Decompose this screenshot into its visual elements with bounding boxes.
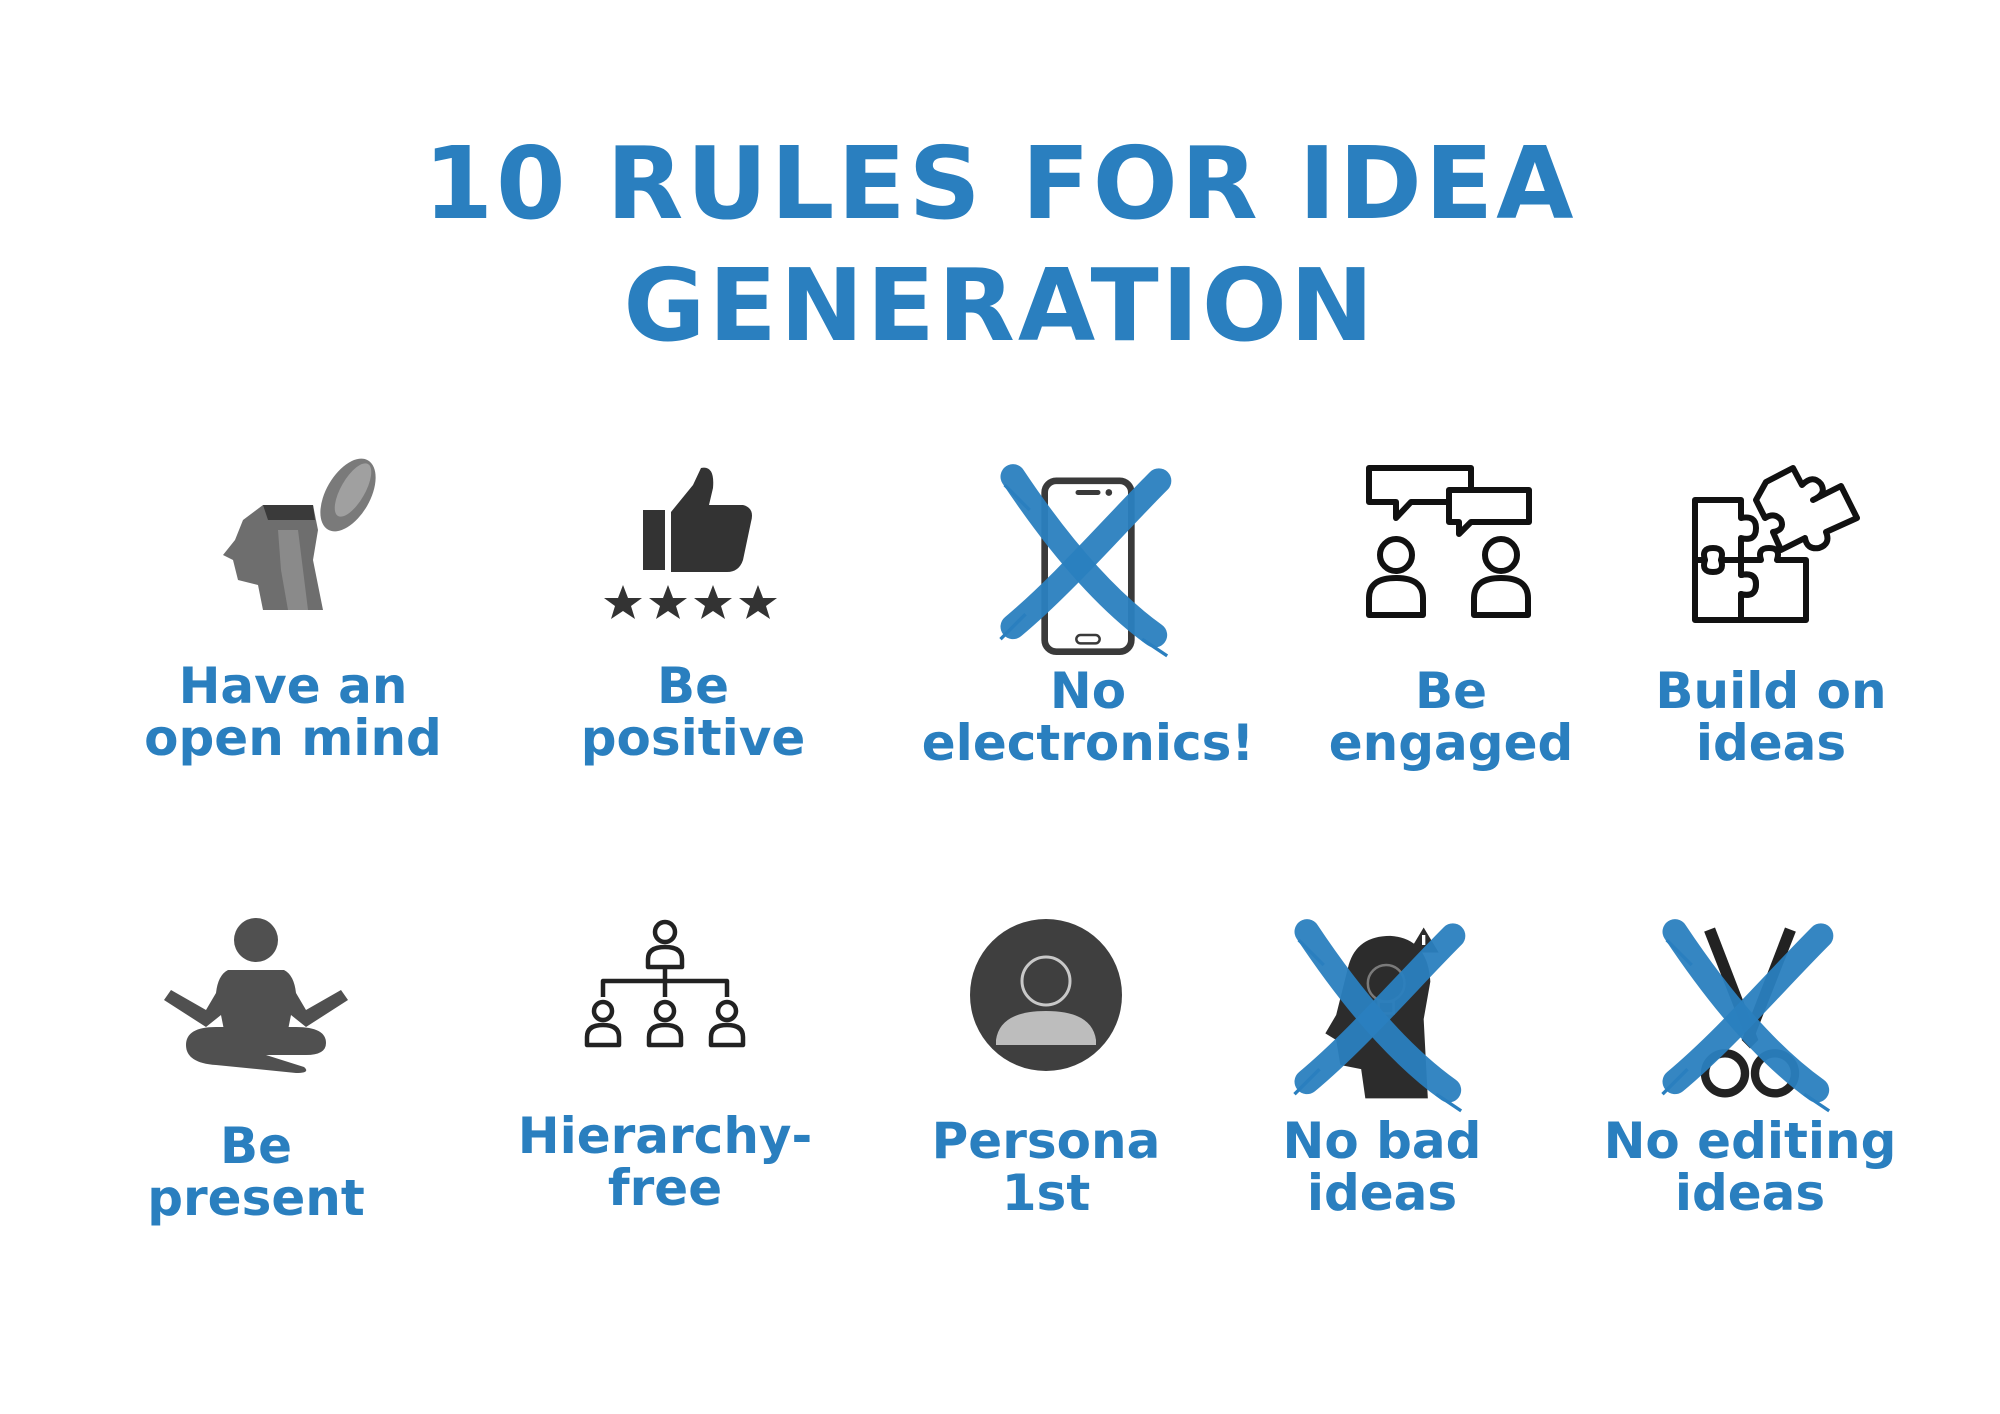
rule-label-line-2: 1st xyxy=(1001,1164,1091,1222)
meditation-icon xyxy=(156,915,356,1075)
rule-label-line-1: No bad xyxy=(1282,1112,1482,1170)
rule-label-line-1: Be xyxy=(219,1117,293,1175)
puzzle-icon xyxy=(1681,460,1861,630)
rating-stars xyxy=(604,585,777,619)
rule-label-line-2: ideas xyxy=(1695,714,1847,772)
page-title-line-1: 10 RULES FOR IDEA xyxy=(423,125,1577,242)
smartphone-crossed-icon xyxy=(978,460,1198,660)
thumbs-up-rating-icon xyxy=(593,460,793,620)
rule-label-line-1: Hierarchy- xyxy=(517,1107,813,1165)
rule-label-line-2: present xyxy=(147,1169,365,1227)
rule-label-line-2: ideas xyxy=(1674,1164,1826,1222)
rule-label-line-2: ideas xyxy=(1306,1164,1458,1222)
people-chat-icon xyxy=(1351,460,1551,630)
rule-label-line-2: free xyxy=(607,1159,723,1217)
org-chart-icon xyxy=(575,915,755,1065)
open-head-icon xyxy=(203,460,383,620)
rule-label-line-2: positive xyxy=(580,709,806,767)
rule-label-line-1: No xyxy=(1049,662,1127,720)
rule-label-line-1: Be xyxy=(1414,662,1488,720)
rule-label-line-1: No editing xyxy=(1603,1112,1897,1170)
rule-label-line-1: Be xyxy=(656,657,730,715)
scissors-crossed-icon xyxy=(1645,915,1855,1115)
rule-label-line-1: Have an xyxy=(178,657,408,715)
rule-label-line-2: open mind xyxy=(144,709,442,767)
page-title-line-2: GENERATION xyxy=(623,247,1377,364)
rule-label-line-2: electronics! xyxy=(921,714,1255,772)
rule-label-line-1: Persona xyxy=(931,1112,1161,1170)
bad-idea-crossed-icon xyxy=(1277,915,1487,1115)
rule-label-line-2: engaged xyxy=(1328,714,1574,772)
user-avatar-icon xyxy=(966,915,1126,1075)
rule-label-line-1: Build on xyxy=(1655,662,1887,720)
crossed-out-mark xyxy=(1001,477,1168,656)
